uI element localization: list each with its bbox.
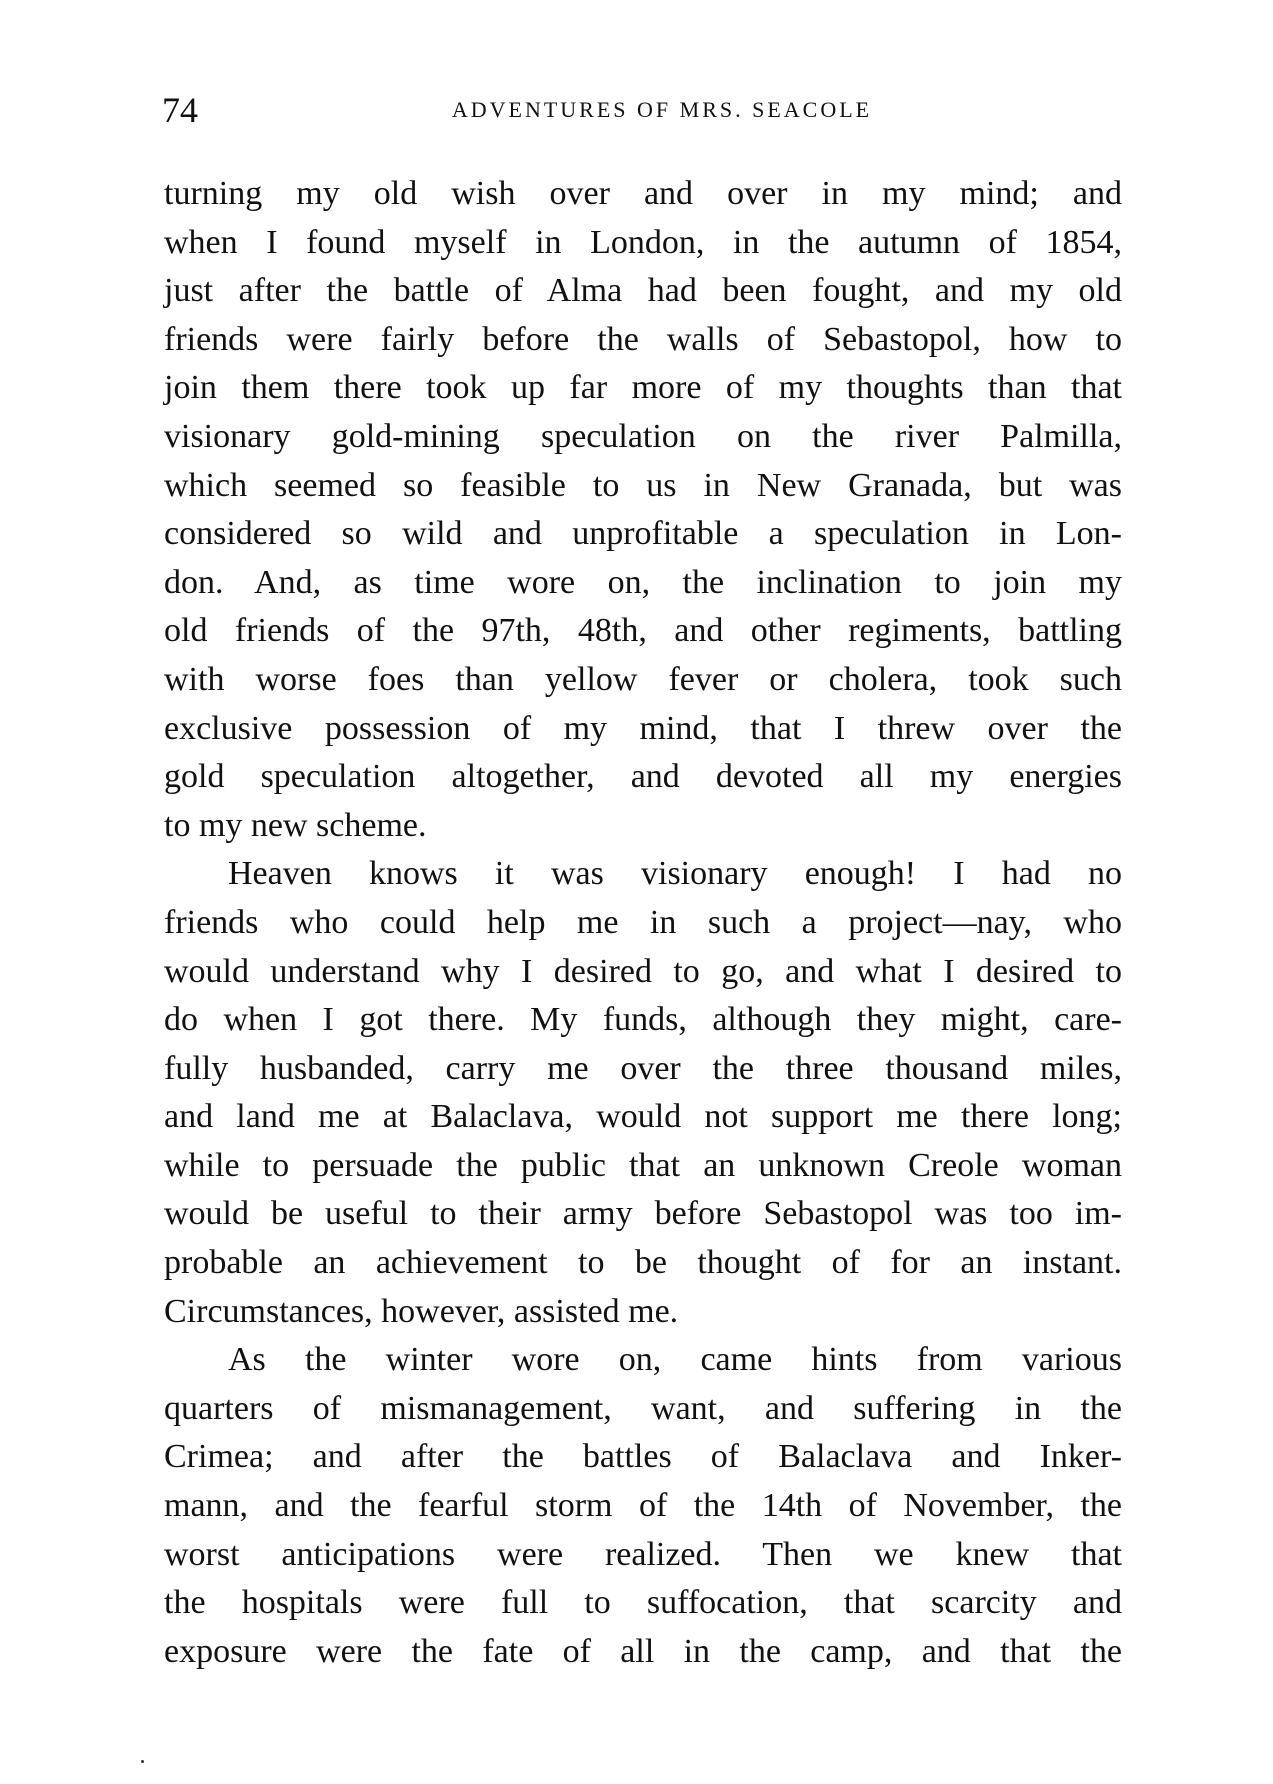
running-title: ADVENTURES OF MRS. SEACOLE — [451, 97, 873, 122]
text-line: Circumstances, however, assisted me. — [164, 1292, 679, 1330]
text-line: would understand why I desired to go, and what I desired to — [164, 952, 1122, 990]
text-line: friends were fairly before the walls of Sebastopol, how to — [164, 320, 1122, 358]
text-line: friends who could help me in such a project—nay, who — [164, 903, 1122, 941]
text-line: Crimea; and after the battles of Balaclava and Inker- — [164, 1438, 1122, 1476]
text-line: do when I got there. My funds, although they might, care- — [164, 1001, 1122, 1039]
text-line: quarters of mismanagement, want, and suffering in the — [164, 1389, 1122, 1427]
text-line: exposure were the fate of all in the camp, and that the — [164, 1632, 1122, 1670]
text-line: mann, and the fearful storm of the 14th of November, the — [164, 1487, 1122, 1525]
text-line: exclusive possession of my mind, that I threw over the — [164, 709, 1122, 747]
text-line: old friends of the 97th, 48th, and other regiments, battling — [164, 612, 1122, 650]
running-head — [162, 90, 1122, 130]
text-line: visionary gold-mining speculation on the river Palmilla, — [164, 417, 1122, 455]
text-line: when I found myself in London, in the autumn of 1854, — [164, 223, 1122, 261]
text-line: to my new scheme. — [164, 806, 427, 844]
text-line: just after the battle of Alma had been fought, and my old — [164, 272, 1122, 310]
text-line: worst anticipations were realized. Then we knew that — [164, 1535, 1122, 1573]
text-line: would be useful to their army before Sebastopol was too im- — [164, 1195, 1122, 1233]
body-text — [164, 170, 1122, 1676]
text-line: turning my old wish over and over in my mind; and — [164, 175, 1122, 212]
text-line: probable an achievement to be thought of for an instant. — [164, 1244, 1122, 1282]
paragraph-start-line: Heaven knows it was visionary enough! I had no — [228, 855, 1122, 893]
text-line: gold speculation altogether, and devoted all my energies — [164, 758, 1122, 796]
page-number: 74 — [162, 90, 198, 130]
paragraph-start-line: As the winter wore on, came hints from various — [228, 1341, 1122, 1379]
text-line: don. And, as time wore on, the inclination to join my — [164, 563, 1122, 601]
text-line: fully husbanded, carry me over the three thousand miles, — [164, 1049, 1122, 1087]
text-line: the hospitals were full to suffocation, that scarcity and — [164, 1584, 1122, 1622]
text-line: while to persuade the public that an unknown Creole woman — [164, 1146, 1122, 1184]
text-line: considered so wild and unprofitable a speculation in Lon- — [164, 515, 1122, 553]
text-line: and land me at Balaclava, would not support me there long; — [164, 1098, 1122, 1136]
scan-speck — [141, 1760, 144, 1763]
text-line: with worse foes than yellow fever or cholera, took such — [164, 660, 1122, 698]
text-line: join them there took up far more of my thoughts than that — [164, 369, 1122, 407]
text-line: which seemed so feasible to us in New Granada, but was — [164, 466, 1122, 504]
